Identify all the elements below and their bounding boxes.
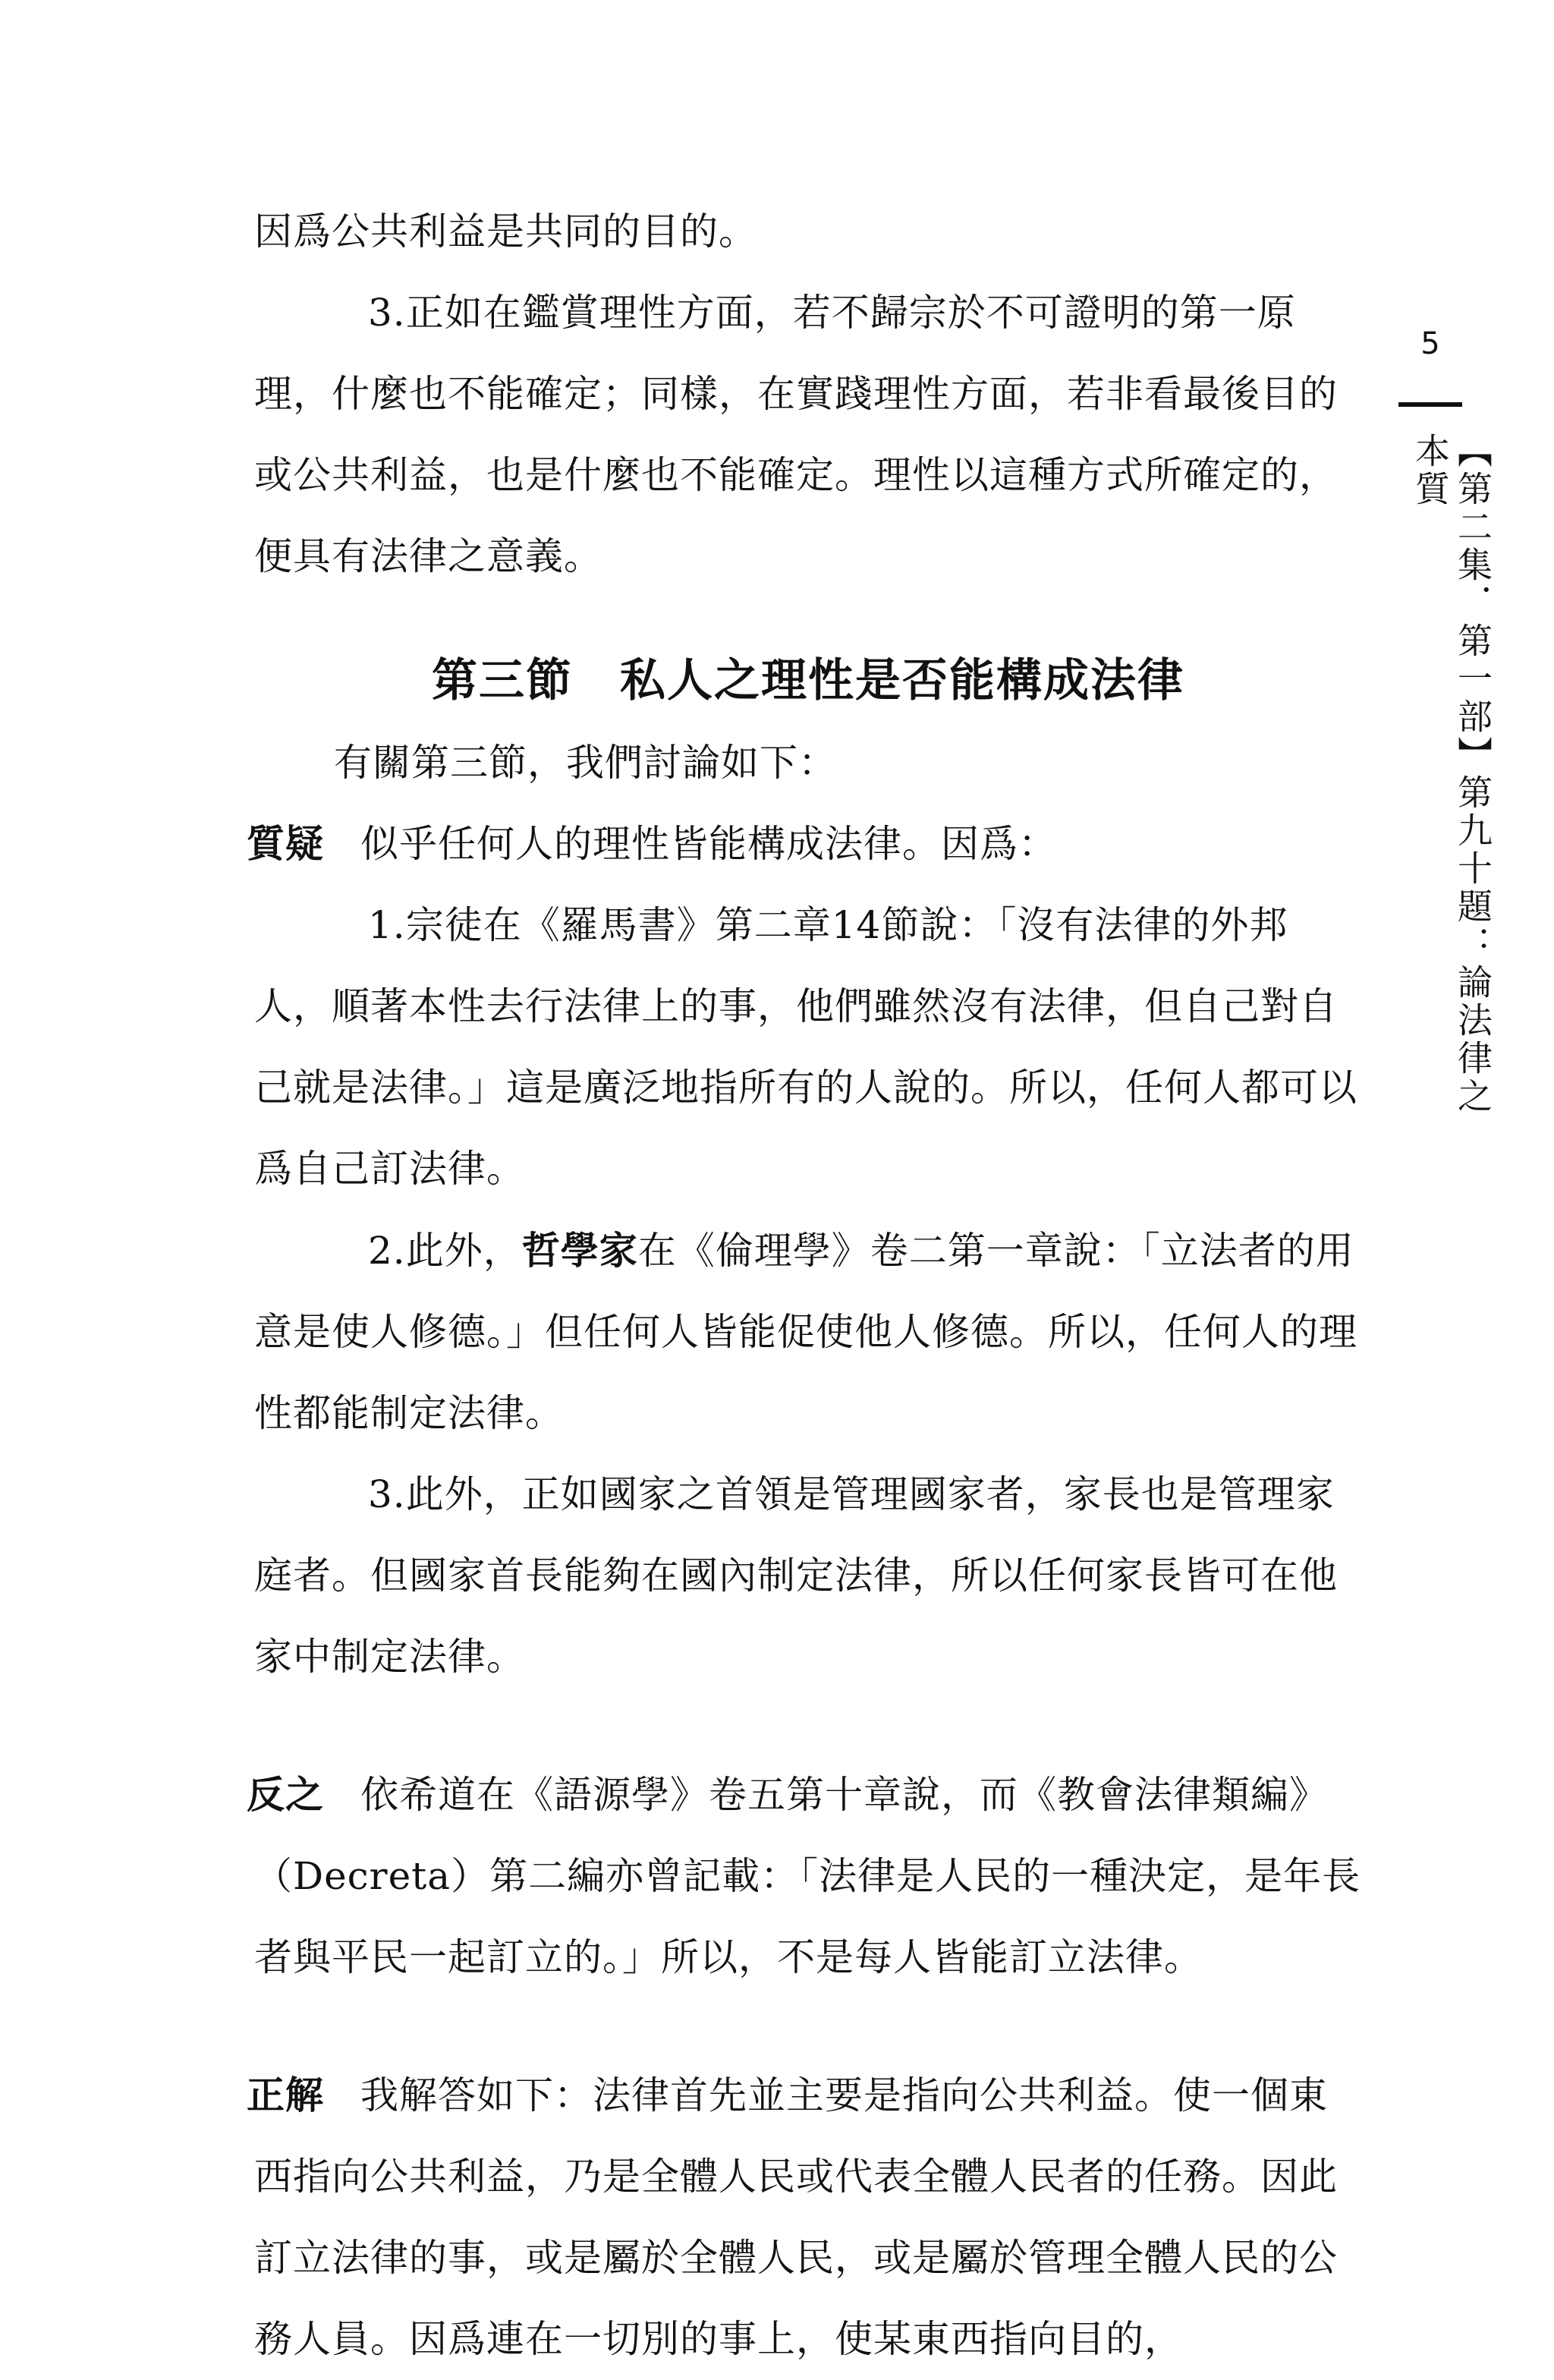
page-number: 5	[1420, 326, 1440, 361]
body-text	[247, 191, 1362, 2380]
objection-1: 1.宗徒在《羅馬書》第二章14節說：「沒有法律的外邦人，順著本性去行法律上的事，他們雖然沒有法律，但自己對自己就是法律。」這是廣泛地指所有的人說的。所以，任何人都可以爲自己訂法律。	[254, 903, 1357, 1191]
side-rule	[1398, 402, 1462, 407]
objection-label: 質疑	[247, 822, 324, 866]
sed-contra-label: 反之	[247, 1773, 324, 1817]
answer-paragraph	[247, 2055, 1362, 2380]
philosopher-term: 哲學家	[521, 1228, 638, 1273]
section-intro: 有關第三節，我們討論如下：	[334, 741, 837, 785]
objection-2	[254, 1210, 1362, 1454]
objection-2-rest: 在《倫理學》卷二第一章說：「立法者的用意是使人修德。」但任何人皆能促使他人修德。所以，任何人的理性都能制定法律。	[254, 1229, 1357, 1435]
objection-paragraph	[247, 804, 1362, 885]
paragraph-reason-3: 3.正如在鑑賞理性方面，若不歸宗於不可證明的第一原理，什麼也不能確定；同樣，在實踐理性方面，若非看最後目的或公共利益，也是什麼也不能確定。理性以這種方式所確定的，便具有法律之意義。	[254, 291, 1338, 578]
answer-text: 我解答如下：法律首先並主要是指向公共利益。使一個東西指向公共利益，乃是全體人民或代表全體人民者的任務。因此訂立法律的事，或是屬於全體人民，或是屬於管理全體人民的公務人員。因爲連在一切別的事上，使某東西指向目的，	[254, 2073, 1338, 2361]
objection-2-prefix: 2.此外，	[368, 1229, 522, 1273]
paragraph-intro-end: 因爲公共利益是共同的目的。	[254, 209, 757, 253]
spacer	[254, 1698, 1362, 1755]
sed-contra-paragraph	[247, 1755, 1362, 1998]
side-margin	[1392, 326, 1493, 1123]
spacer	[254, 1998, 1362, 2055]
answer-label: 正解	[247, 2073, 324, 2117]
section-title: 第三節 私人之理性是否能構成法律	[432, 654, 1184, 707]
objection-3: 3.此外，正如國家之首領是管理國家者，家長也是管理家庭者。但國家首長能夠在國內制定法律，所以任何家長皆可在他家中制定法律。	[254, 1472, 1338, 1679]
running-title: 【第二集．第一部】第九十題：論法律之本質	[1410, 433, 1493, 1116]
sed-contra-text: 依希道在《語源學》卷五第十章說，而《教會法律類編》（Decreta）第二編亦曾記載：「法律是人民的一種決定，是年長者與平民一起訂立的。」所以，不是每人皆能訂立法律。	[254, 1773, 1361, 1979]
objection-text: 似乎任何人的理性皆能構成法律。因爲：	[360, 822, 1057, 866]
